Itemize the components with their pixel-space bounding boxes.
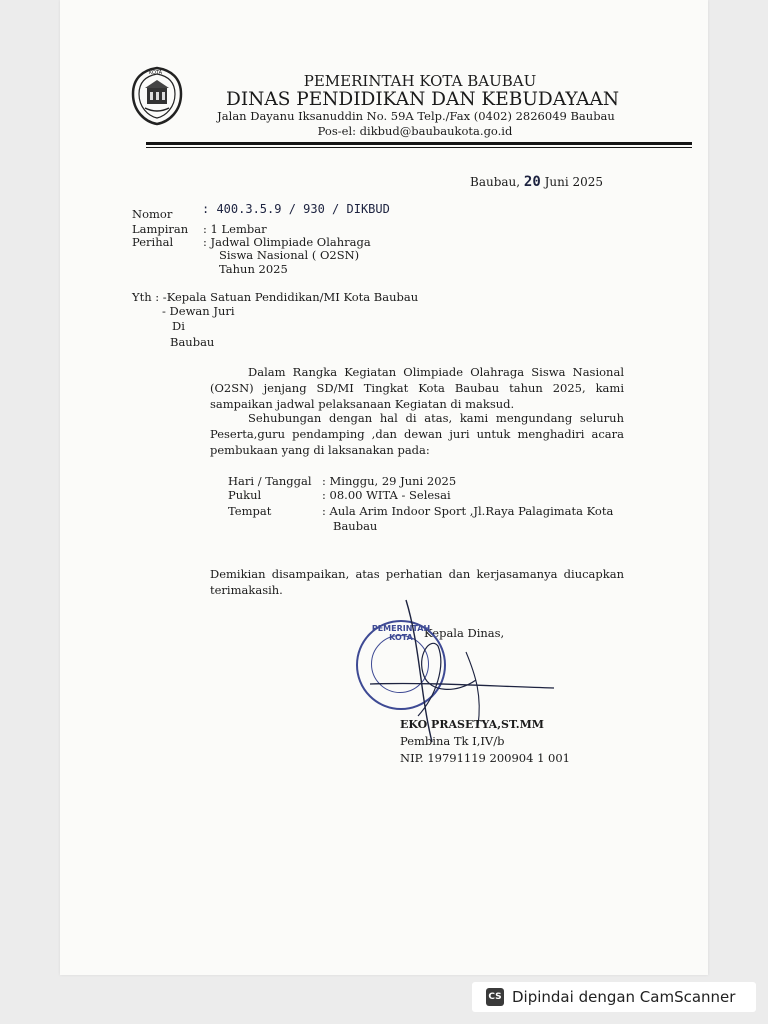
nomor-label: Nomor <box>132 207 173 221</box>
letterhead-rule <box>146 142 692 145</box>
emblem-text: KOTA <box>149 70 163 76</box>
body-paragraph-2: Sehubungan dengan hal di atas, kami mengundang seluruh Peserta,guru pendamping ,dan dewan juri untuk menghadiri acara pembukaan yang di laksanakan pada: <box>210 411 624 457</box>
nomor-value: : 400.3.5.9 / 930 / DIKBUD <box>202 202 390 216</box>
recipient-line-2: - Dewan Juri <box>162 304 235 318</box>
date-handwritten-day: 20 <box>523 174 541 190</box>
letterhead-government: PEMERINTAH KOTA BAUBAU <box>303 72 537 90</box>
schedule-day-value: : Minggu, 29 Juni 2025 <box>322 474 457 488</box>
schedule-day-label: Hari / Tanggal <box>228 474 312 488</box>
letterhead-agency: DINAS PENDIDIKAN DAN KEBUDAYAAN <box>226 89 620 110</box>
camscanner-text: Dipindai dengan CamScanner <box>512 988 736 1006</box>
letterhead-address: Jalan Dayanu Iksanuddin No. 59A Telp./Fax (0402) 2826049 Baubau <box>217 109 615 123</box>
schedule-place-value-cont: Baubau <box>333 519 378 533</box>
signatory-rank: Pembina Tk I,IV/b <box>400 734 505 748</box>
letterhead-email: Pos-el: dikbud@baubaukota.go.id <box>317 124 513 138</box>
letterhead-rule-thin <box>146 147 692 148</box>
camscanner-logo-icon: CS <box>486 988 504 1006</box>
perihal-value-3: Tahun 2025 <box>219 262 288 276</box>
signature-title: Kepala Dinas, <box>424 626 505 640</box>
perihal-label: Perihal <box>132 235 174 249</box>
camscanner-watermark <box>472 982 756 1012</box>
schedule-time-label: Pukul <box>228 488 262 502</box>
body-paragraph-1: Dalam Rangka Kegiatan Olimpiade Olahraga Siswa Nasional (O2SN) jenjang SD/MI Tingkat Kota Baubau tahun 2025, kami sampaikan jadwal pelaksanaan Kegiatan di maksud. <box>210 365 624 411</box>
lampiran-value: : 1 Lembar <box>203 222 267 236</box>
perihal-value-2: Siswa Nasional ( O2SN) <box>219 248 360 262</box>
recipient-line-3: Di <box>172 319 185 333</box>
perihal-value-1: : Jadwal Olimpiade Olahraga <box>203 235 371 249</box>
stamp-text: PEMERINTAH KOTA <box>371 624 431 642</box>
recipient-line-1: Yth : -Kepala Satuan Pendidikan/MI Kota Baubau <box>132 290 419 304</box>
lampiran-label: Lampiran <box>132 222 189 236</box>
signatory-name: EKO PRASETYA,ST.MM <box>400 718 544 731</box>
recipient-line-4: Baubau <box>170 335 215 349</box>
signatory-nip: NIP. 19791119 200904 1 001 <box>400 751 570 765</box>
schedule-place-label: Tempat <box>228 504 272 518</box>
schedule-place-value: : Aula Arim Indoor Sport ,Jl.Raya Palagimata Kota <box>322 504 614 518</box>
closing-paragraph: Demikian disampaikan, atas perhatian dan kerjasamanya diucapkan terimakasih. <box>210 567 624 597</box>
schedule-time-value: : 08.00 WITA - Selesai <box>322 488 451 502</box>
letter-date: Baubau, 20 Juni 2025 <box>470 174 604 190</box>
